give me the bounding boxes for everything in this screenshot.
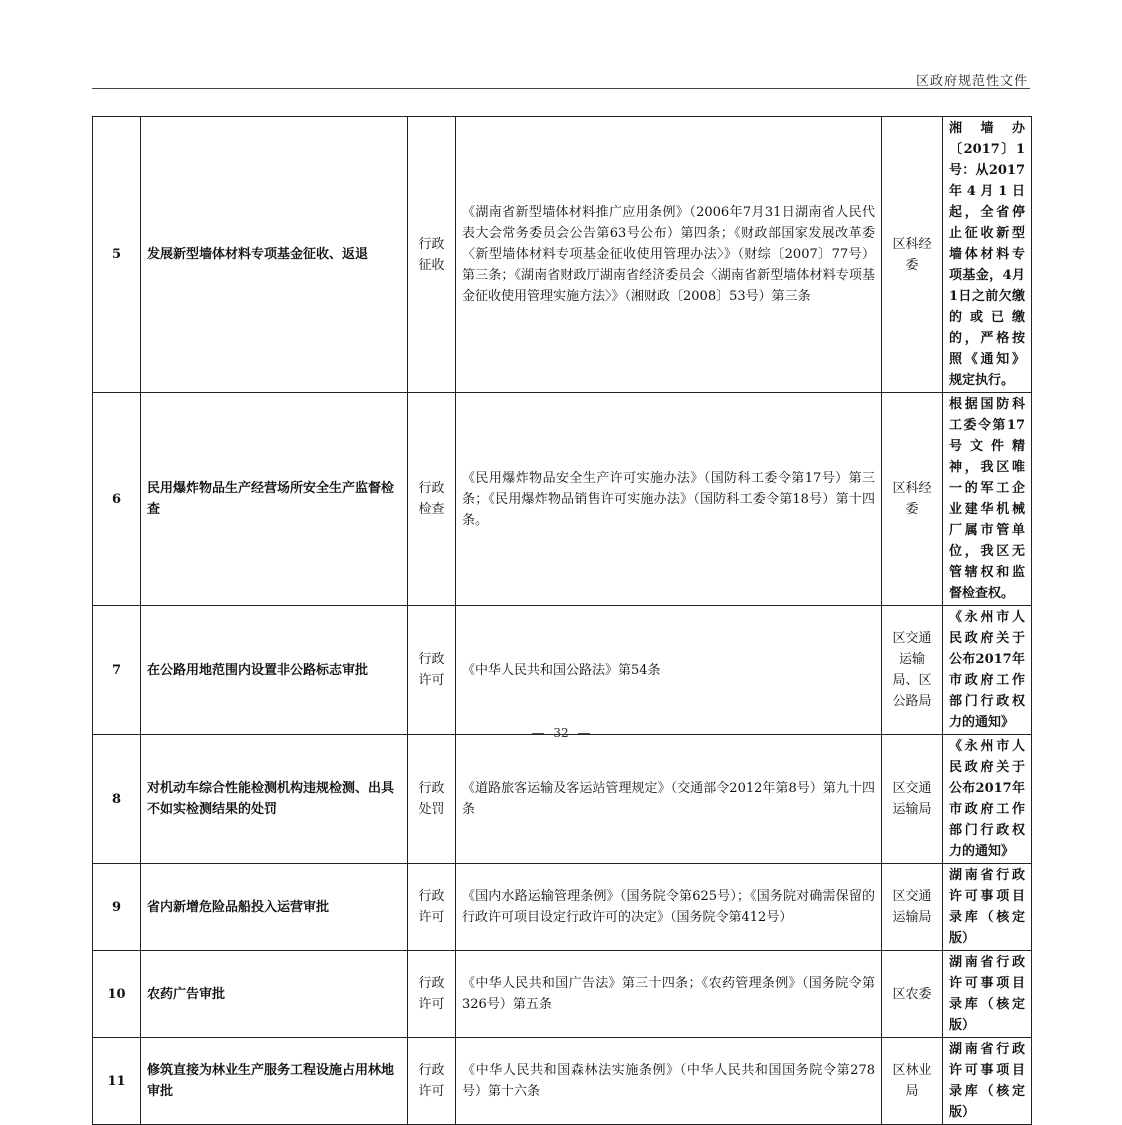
table-row [93, 117, 1032, 393]
legal-basis: 《中华人民共和国广告法》第三十四条；《农药管理条例》（国务院令第326号）第五条 [456, 951, 882, 1038]
item-name: 对机动车综合性能检测机构违规检测、出具不如实检测结果的处罚 [141, 735, 408, 864]
table-row [93, 951, 1032, 1038]
power-type: 行政征收 [408, 117, 456, 393]
legal-basis: 《道路旅客运输及客运站管理规定》（交通部令2012年第8号）第九十四条 [456, 735, 882, 864]
item-name: 省内新增危险品船投入运营审批 [141, 864, 408, 951]
item-name: 民用爆炸物品生产经营场所安全生产监督检查 [141, 393, 408, 606]
table-row [93, 606, 1032, 735]
table-row [93, 735, 1032, 864]
item-name: 修筑直接为林业生产服务工程设施占用林地审批 [141, 1038, 408, 1125]
row-number: 9 [93, 864, 141, 951]
power-type: 行政许可 [408, 951, 456, 1038]
power-type: 行政许可 [408, 1038, 456, 1125]
legal-basis: 《湖南省新型墙体材料推广应用条例》（2006年7月31日湖南省人民代表大会常务委员会公告第63号公布）第四条；《财政部国家发展改革委〈新型墙体材料专项基金征收使用管理办法〉》（财综〔2007〕77号）第三条；《湖南省财政厅湖南省经济委员会〈湖南省新型墙体材料专项基金征收使用管理实施方法〉》（湘财政〔2008〕53号）第三条 [456, 117, 882, 393]
row-number: 7 [93, 606, 141, 735]
page-footer [0, 726, 1122, 740]
row-number: 11 [93, 1038, 141, 1125]
item-name: 发展新型墙体材料专项基金征收、返退 [141, 117, 408, 393]
department: 区农委 [882, 951, 943, 1038]
power-type: 行政许可 [408, 864, 456, 951]
table-row [93, 1038, 1032, 1125]
remark: 《永州市人民政府关于公布2017年市政府工作部门行政权力的通知》 [943, 735, 1032, 864]
item-name: 农药广告审批 [141, 951, 408, 1038]
power-type: 行政处罚 [408, 735, 456, 864]
remark: 根据国防科工委令第17号文件精神，我区唯一的军工企业建华机械厂属市管单位，我区无管辖权和监督检查权。 [943, 393, 1032, 606]
department: 区科经委 [882, 393, 943, 606]
department: 区林业局 [882, 1038, 943, 1125]
power-type: 行政许可 [408, 606, 456, 735]
document-header-title: 区政府规范性文件 [915, 74, 1028, 89]
legal-basis: 《民用爆炸物品安全生产许可实施办法》（国防科工委令第17号）第三条；《民用爆炸物品销售许可实施办法》（国防科工委令第18号）第十四条。 [456, 393, 882, 606]
page-number: 32 [553, 726, 569, 740]
legal-basis: 《国内水路运输管理条例》（国务院令第625号）；《国务院对确需保留的行政许可项目设定行政许可的决定》（国务院令第412号） [456, 864, 882, 951]
department: 区交通运输局 [882, 864, 943, 951]
row-number: 6 [93, 393, 141, 606]
table-row [93, 393, 1032, 606]
header-divider [92, 88, 1030, 89]
department: 区科经委 [882, 117, 943, 393]
row-number: 5 [93, 117, 141, 393]
item-name: 在公路用地范围内设置非公路标志审批 [141, 606, 408, 735]
row-number: 8 [93, 735, 141, 864]
remark: 湖南省行政许可事项目录库（核定版） [943, 1038, 1032, 1125]
remark: 《永州市人民政府关于公布2017年市政府工作部门行政权力的通知》 [943, 606, 1032, 735]
footer-dash-left [532, 733, 544, 734]
remark: 湖南省行政许可事项目录库（核定版） [943, 864, 1032, 951]
legal-basis: 《中华人民共和国森林法实施条例》（中华人民共和国国务院令第278号）第十六条 [456, 1038, 882, 1125]
row-number: 10 [93, 951, 141, 1038]
department: 区交通运输局、区公路局 [882, 606, 943, 735]
footer-dash-right [578, 733, 590, 734]
remark: 湖南省行政许可事项目录库（核定版） [943, 951, 1032, 1038]
department: 区交通运输局 [882, 735, 943, 864]
power-list-table [92, 116, 1032, 1125]
remark: 湘墙办〔2017〕1号：从2017年4月1日起，全省停止征收新型墙体材料专项基金，4月1日之前欠缴的或已缴的，严格按照《通知》规定执行。 [943, 117, 1032, 393]
power-type: 行政检查 [408, 393, 456, 606]
table-row [93, 864, 1032, 951]
legal-basis: 《中华人民共和国公路法》第54条 [456, 606, 882, 735]
